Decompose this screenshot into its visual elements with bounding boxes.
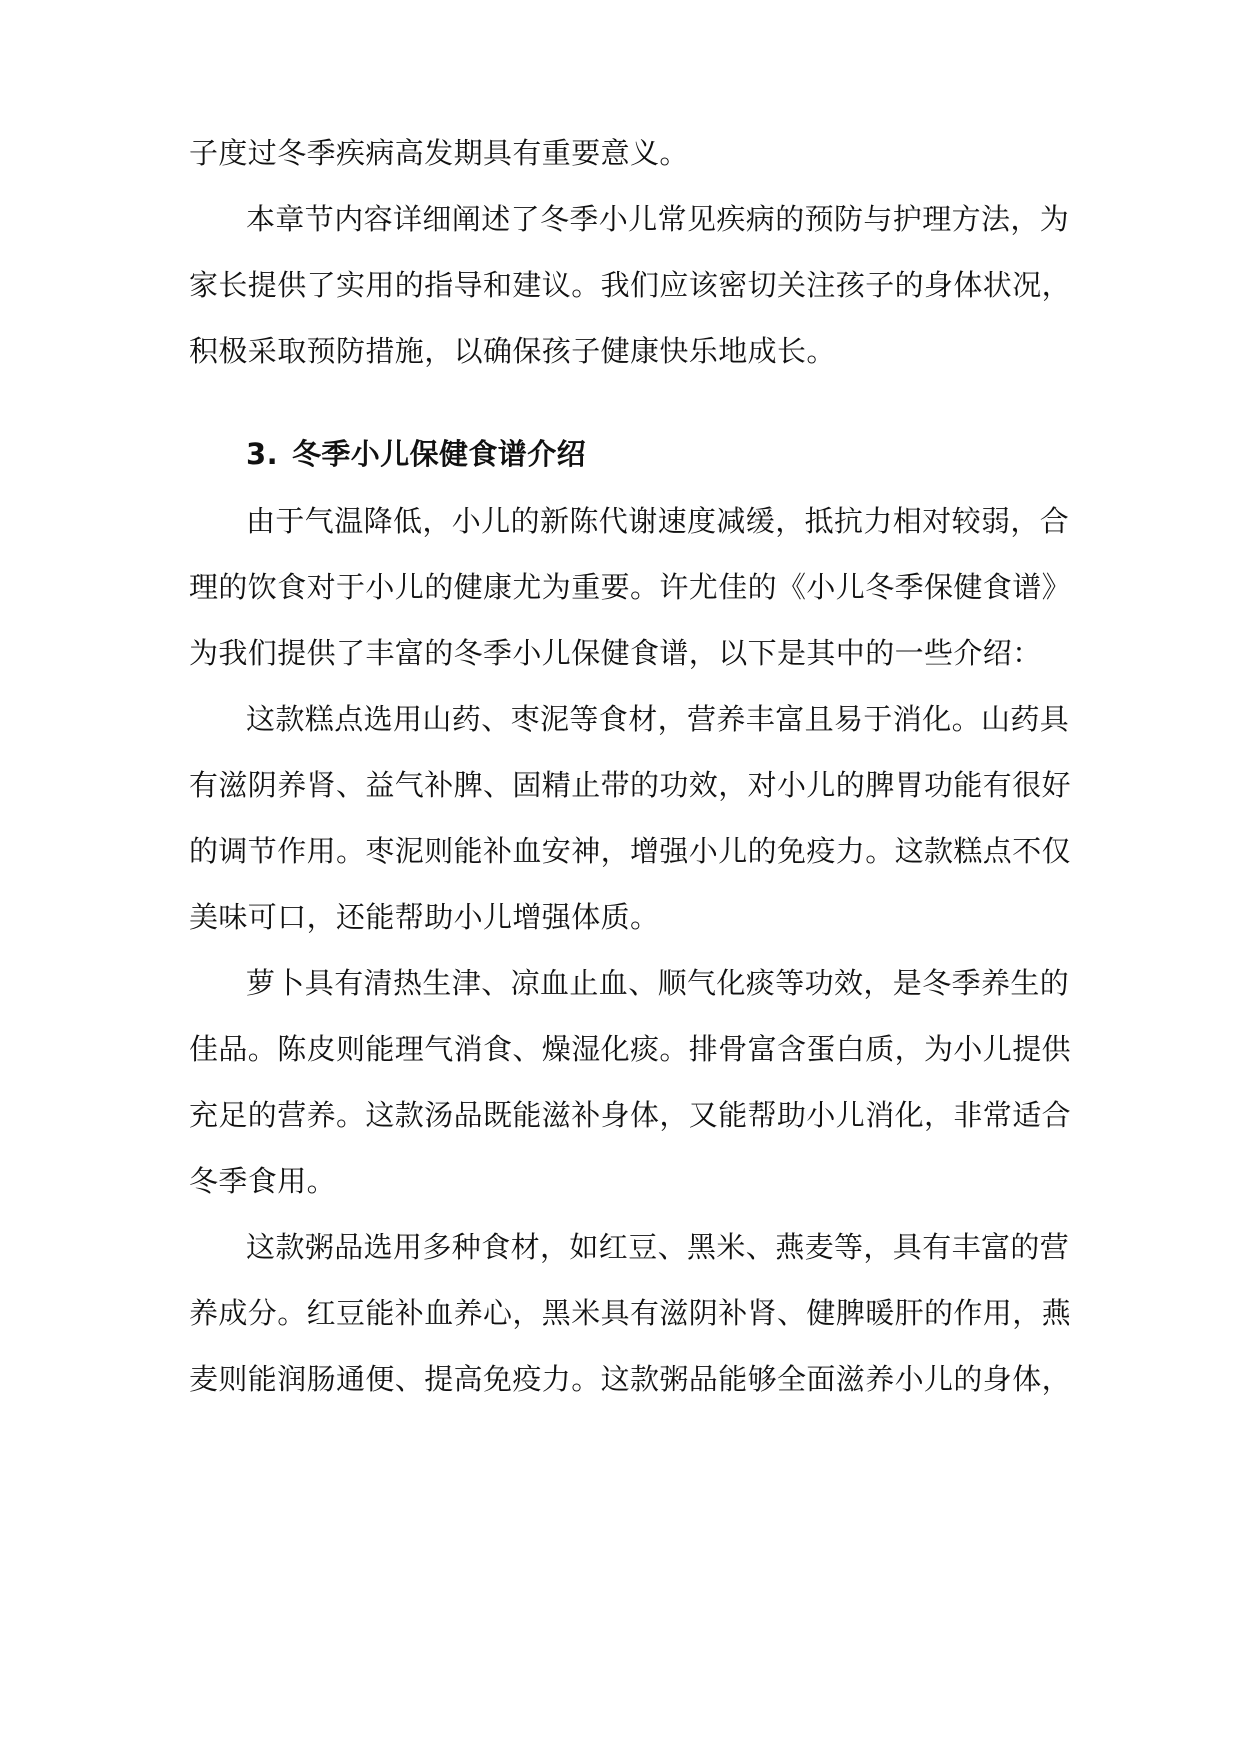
section-title: 冬季小儿保健食谱介绍: [292, 437, 587, 471]
paragraph-line: 积极采取预防措施，以确保孩子健康快乐地成长。: [189, 334, 836, 368]
paragraph-line: 萝卜具有清热生津、凉血止血、顺气化痰等功效，是冬季养生的: [246, 966, 1070, 1000]
paragraph-line: 家长提供了实用的指导和建议。我们应该密切关注孩子的身体状况，: [189, 268, 1072, 302]
paragraph-line: 充足的营养。这款汤品既能滋补身体，又能帮助小儿消化，非常适合: [189, 1098, 1072, 1132]
paragraph-line: 子度过冬季疾病高发期具有重要意义。: [189, 136, 689, 170]
paragraph-line: 冬季食用。: [189, 1164, 337, 1198]
paragraph-line: 这款糕点选用山药、枣泥等食材，营养丰富且易于消化。山药具: [246, 702, 1070, 736]
paragraph-line: 养成分。红豆能补血养心，黑米具有滋阴补肾、健脾暖肝的作用，燕: [189, 1296, 1072, 1330]
paragraph-line: 有滋阴养肾、益气补脾、固精止带的功效，对小儿的脾胃功能有很好: [189, 768, 1072, 802]
paragraph-line: 为我们提供了丰富的冬季小儿保健食谱，以下是其中的一些介绍：: [189, 636, 1042, 670]
section-number: 3.: [246, 437, 278, 471]
paragraph-line: 本章节内容详细阐述了冬季小儿常见疾病的预防与护理方法，为: [246, 202, 1070, 236]
paragraph-line: 美味可口，还能帮助小儿增强体质。: [189, 900, 660, 934]
paragraph-line: 理的饮食对于小儿的健康尤为重要。许尤佳的《小儿冬季保健食谱》: [189, 570, 1072, 604]
paragraph-line: 由于气温降低，小儿的新陈代谢速度减缓，抵抗力相对较弱，合: [246, 504, 1070, 538]
paragraph-line: 麦则能润肠通便、提高免疫力。这款粥品能够全面滋养小儿的身体，: [189, 1362, 1072, 1396]
paragraph-line: 的调节作用。枣泥则能补血安神，增强小儿的免疫力。这款糕点不仅: [189, 834, 1072, 868]
paragraph-line: 这款粥品选用多种食材，如红豆、黑米、燕麦等，具有丰富的营: [246, 1230, 1070, 1264]
section-heading: [246, 432, 1126, 476]
paragraph-line: 佳品。陈皮则能理气消食、燥湿化痰。排骨富含蛋白质，为小儿提供: [189, 1032, 1072, 1066]
